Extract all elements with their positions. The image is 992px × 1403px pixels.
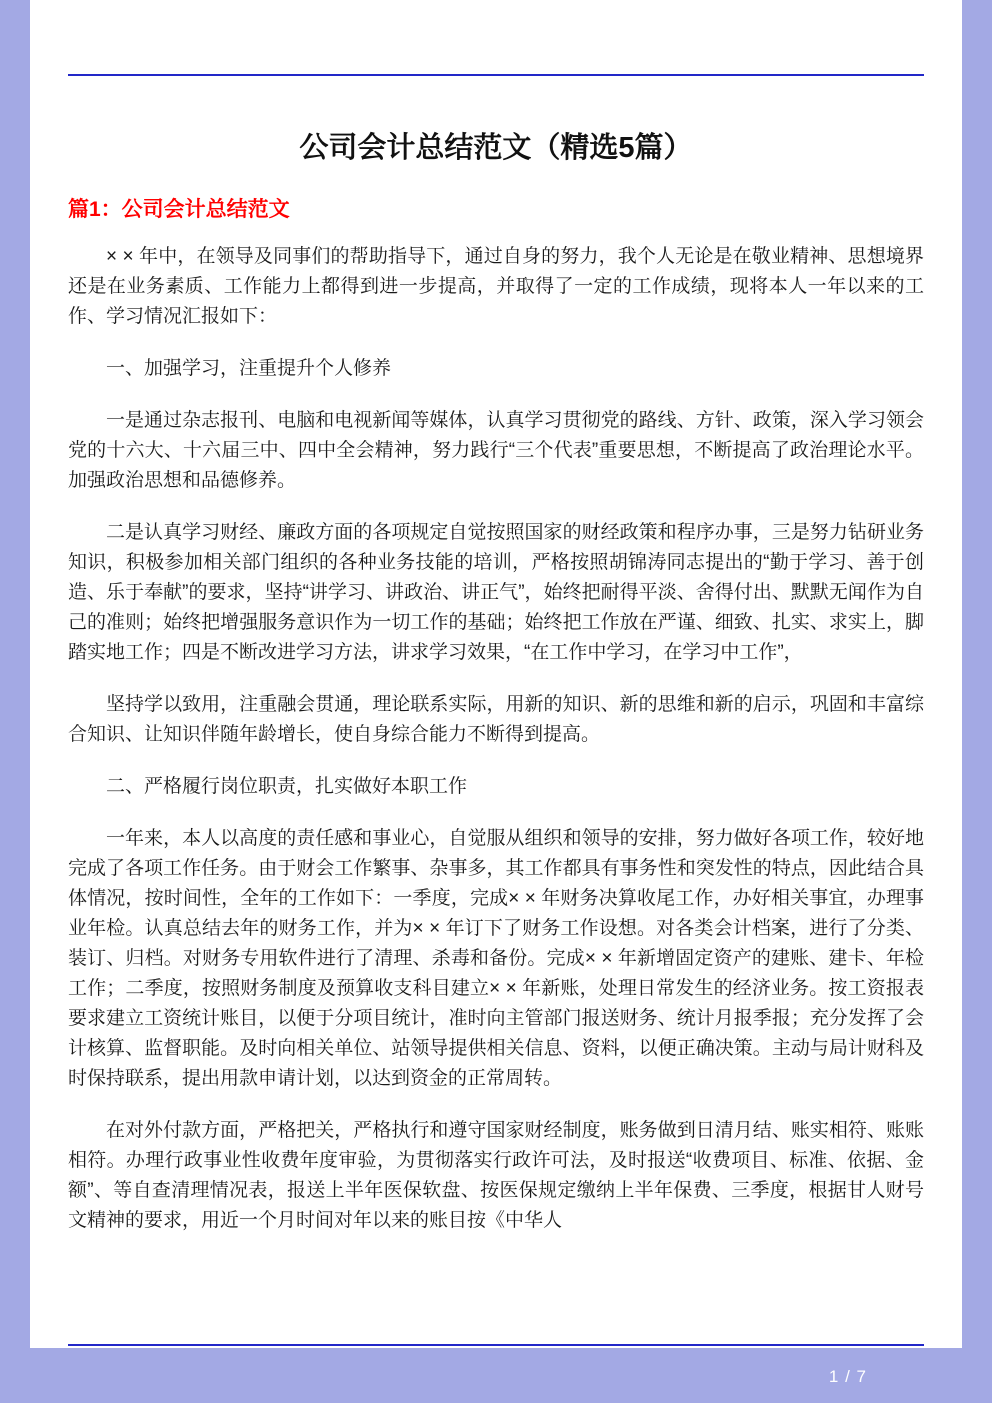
paragraph: 二、严格履行岗位职责，扎实做好本职工作 bbox=[106, 776, 468, 797]
section-heading: 篇1：公司会计总结范文 bbox=[68, 198, 290, 221]
paragraph-list bbox=[68, 242, 924, 1236]
document-title: 公司会计总结范文（精选5篇） bbox=[299, 132, 693, 164]
paragraph: × × 年中，在领导及同事们的帮助指导下，通过自身的努力，我个人无论是在敬业精神、思想境界还是在业务素质、工作能力上都得到进一步提高，并取得了一定的工作成绩，现将本人一年以来的工作、学习情况汇报如下： bbox=[68, 246, 924, 327]
paragraph: 在对外付款方面，严格把关，严格执行和遵守国家财经制度，账务做到日清月结、账实相符、账账相符。办理行政事业性收费年度审验，为贯彻落实行政许可法，及时报送“收费项目、标准、依据、金额”、等自查清理情况表，报送上半年医保软盘、按医保规定缴纳上半年保费、三季度，根据甘人财号文精神的要求，用近一个月时间对年以来的账目按《中华人 bbox=[68, 1120, 924, 1231]
document-sheet bbox=[30, 0, 962, 1348]
paragraph: 一年来，本人以高度的责任感和事业心，自觉服从组织和领导的安排，努力做好各项工作，较好地完成了各项工作任务。由于财会工作繁事、杂事多，其工作都具有事务性和突发性的特点，因此结合具体情况，按时间性，全年的工作如下：一季度，完成× × 年财务决算收尾工作，办好相关事宜，办理事业年检。认真总结去年的财务工作，并为× × 年订下了财务工作设想。对各类会计档案，进行了分类、装订、归档。对财务专用软件进行了清理、杀毒和备份。完成× × 年新增固定资产的建账、建卡、年检工作；二季度，按照财务制度及预算收支科目建立× × 年新账，处理日常发生的经济业务。按工资报表要求建立工资统计账目，以便于分项目统计，准时向主管部门报送财务、统计月报季报；充分发挥了会计核算、监督职能。及时向相关单位、站领导提供相关信息、资料，以便正确决策。主动与局计财科及时保持联系，提出用款申请计划，以达到资金的正常周转。 bbox=[68, 828, 924, 1089]
document-content bbox=[30, 0, 962, 1348]
paragraph: 坚持学以致用，注重融会贯通，理论联系实际，用新的知识、新的思维和新的启示，巩固和丰富综合知识、让知识伴随年龄增长，使自身综合能力不断得到提高。 bbox=[68, 694, 924, 745]
page-number: 1 / 7 bbox=[828, 1367, 867, 1386]
paragraph: 一、加强学习，注重提升个人修养 bbox=[106, 358, 392, 379]
paragraph: 一是通过杂志报刊、电脑和电视新闻等媒体，认真学习贯彻党的路线、方针、政策，深入学习领会党的十六大、十六届三中、四中全会精神，努力践行“三个代表”重要思想，不断提高了政治理论水平。加强政治思想和品德修养。 bbox=[68, 410, 924, 491]
bottom-rule bbox=[68, 1344, 924, 1346]
top-rule bbox=[68, 74, 924, 76]
paragraph: 二是认真学习财经、廉政方面的各项规定自觉按照国家的财经政策和程序办事，三是努力钻研业务知识，积极参加相关部门组织的各种业务技能的培训，严格按照胡锦涛同志提出的“勤于学习、善于创造、乐于奉献”的要求，坚持“讲学习、讲政治、讲正气”，始终把耐得平淡、舍得付出、默默无闻作为自己的准则；始终把增强服务意识作为一切工作的基础；始终把工作放在严谨、细致、扎实、求实上，脚踏实地工作；四是不断改进学习方法，讲求学习效果，“在工作中学习，在学习中工作”， bbox=[68, 522, 924, 663]
